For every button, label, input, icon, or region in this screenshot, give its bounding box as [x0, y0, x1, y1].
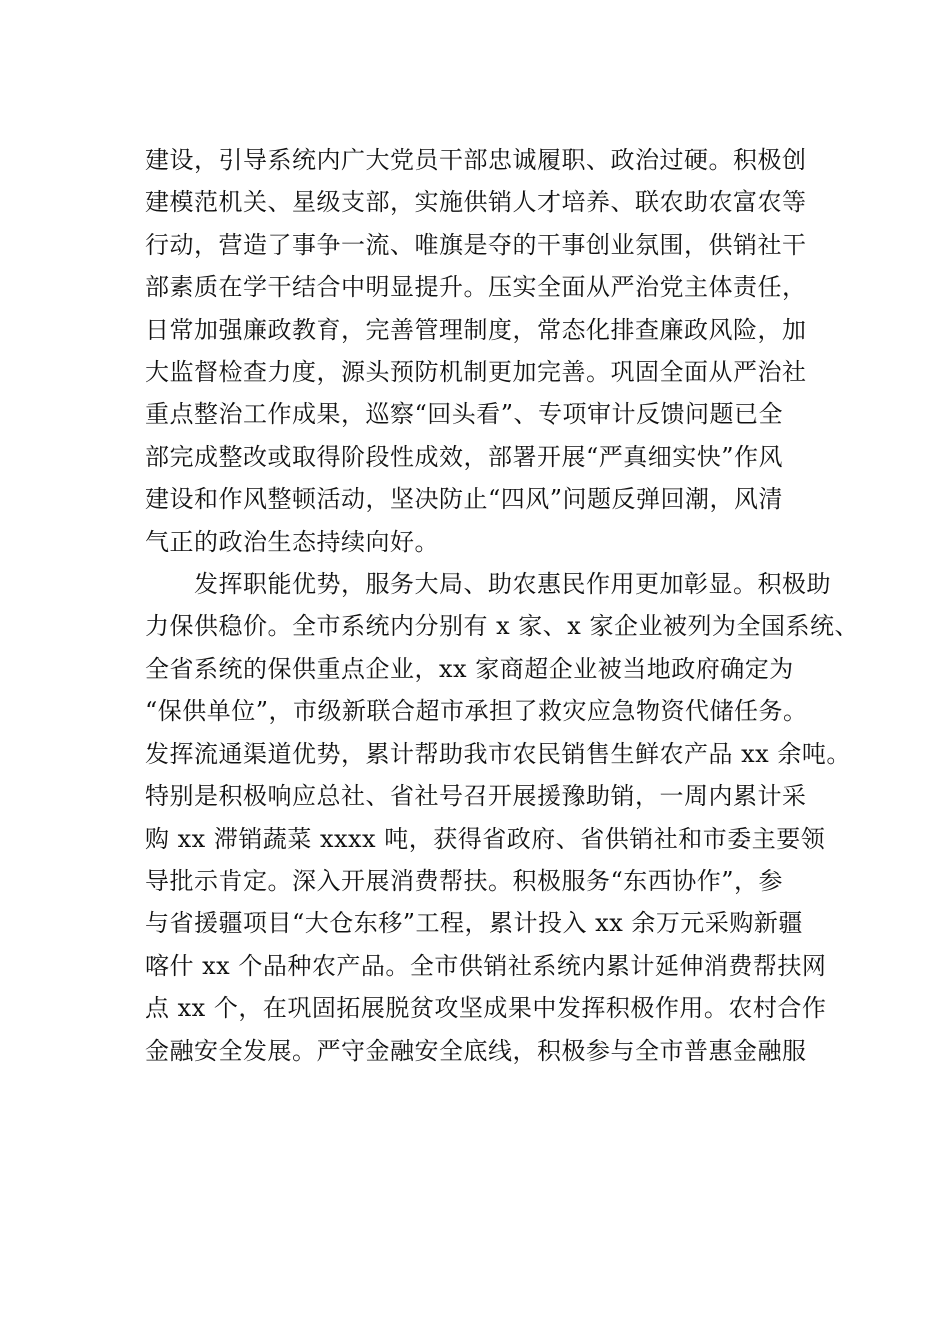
text-line: 全省系统的保供重点企业，xx 家商超企业被当地政府确定为: [145, 654, 794, 683]
paragraph-party-building: [145, 139, 810, 563]
text-line: 金融安全发展。严守金融安全底线，积极参与全市普惠金融服: [145, 1036, 807, 1065]
text-line: “保供单位”，市级新联合超市承担了救灾应急物资代储任务。: [145, 697, 808, 726]
text-line: 重点整治工作成果，巡察“回头看”、专项审计反馈问题已全: [145, 400, 784, 429]
text-line: 大监督检查力度，源头预防机制更加完善。巩固全面从严治社: [145, 358, 807, 387]
text-line: 气正的政治生态持续向好。: [145, 527, 439, 556]
text-line: 力保供稳价。全市系统内分别有 x 家、x 家企业被列为全国系统、: [145, 612, 859, 641]
text-line: 特别是积极响应总社、省社号召开展援豫助销，一周内累计采: [145, 782, 807, 811]
text-line: 购 xx 滞销蔬菜 xxxx 吨，获得省政府、省供销社和市委主要领: [145, 824, 826, 853]
text-line: 日常加强廉政教育，完善管理制度，常态化排查廉政风险，加: [145, 315, 807, 344]
text-line: 部完成整改或取得阶段性成效，部署开展“严真细实快”作风: [145, 442, 784, 471]
text-line: 部素质在学干结合中明显提升。压实全面从严治党主体责任，: [145, 273, 807, 302]
text-line: 建设，引导系统内广大党员干部忠诚履职、政治过硬。积极创: [145, 146, 807, 174]
text-line: 与省援疆项目“大仓东移”工程，累计投入 xx 余万元采购新疆: [145, 909, 803, 938]
text-line: 行动，营造了事争一流、唯旗是夺的干事创业氛围，供销社干: [145, 230, 807, 259]
text-line: 建模范机关、星级支部，实施供销人才培养、联农助农富农等: [145, 188, 807, 217]
document-body: [145, 139, 859, 1072]
text-line: 发挥流通渠道优势，累计帮助我市农民销售生鲜农产品 xx 余吨。: [145, 739, 851, 768]
text-line: 点 xx 个，在巩固拓展脱贫攻坚成果中发挥积极作用。农村合作: [145, 994, 827, 1023]
text-line: 建设和作风整顿活动，坚决防止“四风”问题反弹回潮，风清: [145, 485, 784, 514]
text-line: 导批示肯定。深入开展消费帮扶。积极服务“东西协作”，参: [145, 866, 784, 895]
text-line: 喀什 xx 个品种农产品。全市供销社系统内累计延伸消费帮扶网: [145, 951, 827, 980]
text-line: 发挥职能优势，服务大局、助农惠民作用更加彰显。积极助: [145, 570, 831, 599]
paragraph-service-functions: [145, 563, 859, 1072]
